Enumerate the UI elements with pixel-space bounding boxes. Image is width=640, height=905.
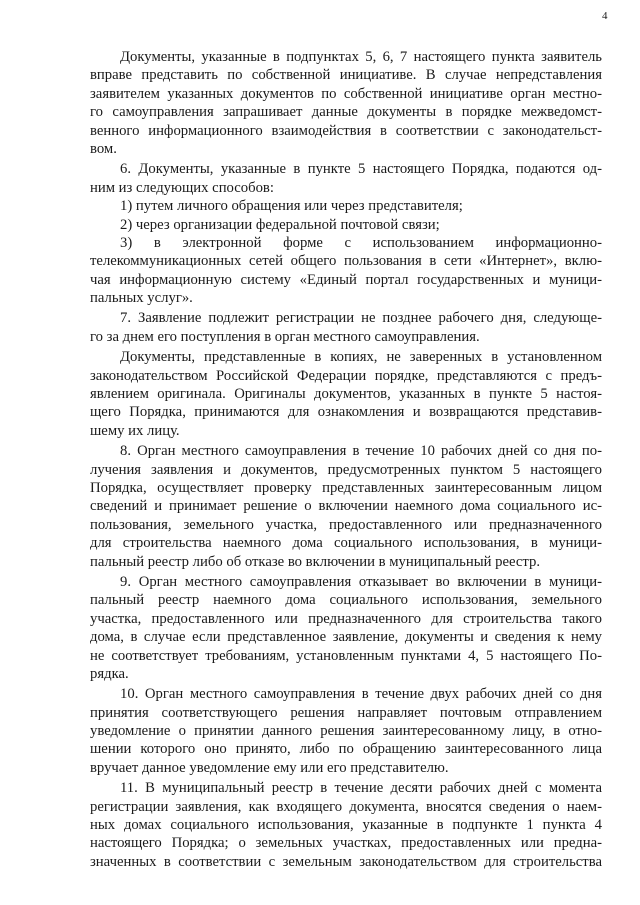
text-line: сведений и принимает решение о включении наемного дома социального ис- [90,498,602,515]
text-line: шему их лицу. [90,422,180,439]
text-line: го самоуправления запрашивает данные документы в порядке межведомст- [90,104,602,121]
text-line: участка, предоставленного или предназначенного для строительства такого [90,610,602,627]
document-body [90,48,602,871]
text-line: не соответствует требованиям, установленным пунктами 4, 5 настоящего По- [90,647,602,664]
text-line: щего Порядка, принимаются для ознакомления и возвращаются представив- [90,404,602,421]
text-line: принятия соответствующего решения направляет почтовым отправлением [90,704,602,721]
text-line: ним из следующих способов: [90,179,274,196]
text-line: уведомление о принятии данного решения заинтересованному лицу, в отно- [90,723,602,740]
text-line: 6. Документы, указанные в пункте 5 настоящего Порядка, подаются од- [120,161,602,178]
text-line: 9. Орган местного самоуправления отказывает во включении в муници- [120,573,602,590]
text-line: 3) в электронной форме с использованием информационно- [120,234,602,251]
text-line: Документы, указанные в подпунктах 5, 6, 7 настоящего пункта заявитель [120,49,602,65]
text-line: пальный реестр либо об отказе во включении в муниципальный реестр. [90,553,541,570]
text-line: пользования, земельного участка, предоставленного или предназначенного [90,516,602,533]
text-line: шении которого оно принято, либо по обращению заинтересованного лица [90,741,602,758]
text-line: законодательством Российской Федерации порядке, представляются с предъ- [90,367,602,384]
text-line: 10. Орган местного самоуправления в течение двух рабочих дней со дня [120,686,602,703]
text-line: явлением оригинала. Оригиналы документов, указанных в пункте 5 настоя- [90,386,602,403]
text-line: лучения заявления и документов, предусмотренных пунктом 5 настоящего [90,461,602,478]
text-line: настоящего Порядка; о земельных участках, предоставленных или предна- [90,835,602,852]
text-line: пальных услуг». [90,290,193,307]
text-line: телекоммуникационных сетей общего пользования в сети «Интернет», вклю- [90,253,602,270]
text-line: вправе представить по собственной инициативе. В случае непредставления [90,67,602,84]
text-line: вом. [90,140,117,157]
text-line: 11. В муниципальный реестр в течение десяти рабочих дней с момента [120,780,602,797]
text-line: Документы, представленные в копиях, не заверенных в установленном [120,349,602,366]
text-line: Порядка, осуществляет проверку представленных заинтересованным лицом [90,479,602,496]
page-number: 4 [602,10,608,22]
text-line: рядка. [90,665,129,682]
text-line: заявителем указанных документов по собственной инициативе орган местно- [90,85,602,102]
text-line: ных домах социального использования, указанные в подпункте 1 пункта 4 [90,817,602,834]
text-line: значенных в соответствии с земельным законодательством для строительства [90,853,602,870]
text-line: го за днем его поступления в орган местного самоуправления. [90,328,480,345]
text-line: 2) через организации федеральной почтовой связи; [120,216,440,233]
text-line: 8. Орган местного самоуправления в течение 10 рабочих дней со дня по- [120,443,602,460]
text-line: 1) путем личного обращения или через представителя; [120,198,463,215]
text-line: регистрации заявления, как входящего документа, вносятся сведения о наем- [90,798,602,815]
text-line: пальный реестр наемного дома социального использования, земельного [90,592,602,609]
text-line: 7. Заявление подлежит регистрации не позднее рабочего дня, следующе- [120,310,602,327]
text-line: венного информационного взаимодействия в соответствии с законодательст- [90,122,602,139]
text-line: чая информационную систему «Единый портал государственных и муници- [90,271,602,288]
text-line: для строительства наемного дома социального использования, в муници- [90,535,602,552]
text-line: вручает данное уведомление ему или его представителю. [90,759,449,776]
text-line: дома, в случае если представленное заявление, документы и сведения к нему [90,629,602,646]
